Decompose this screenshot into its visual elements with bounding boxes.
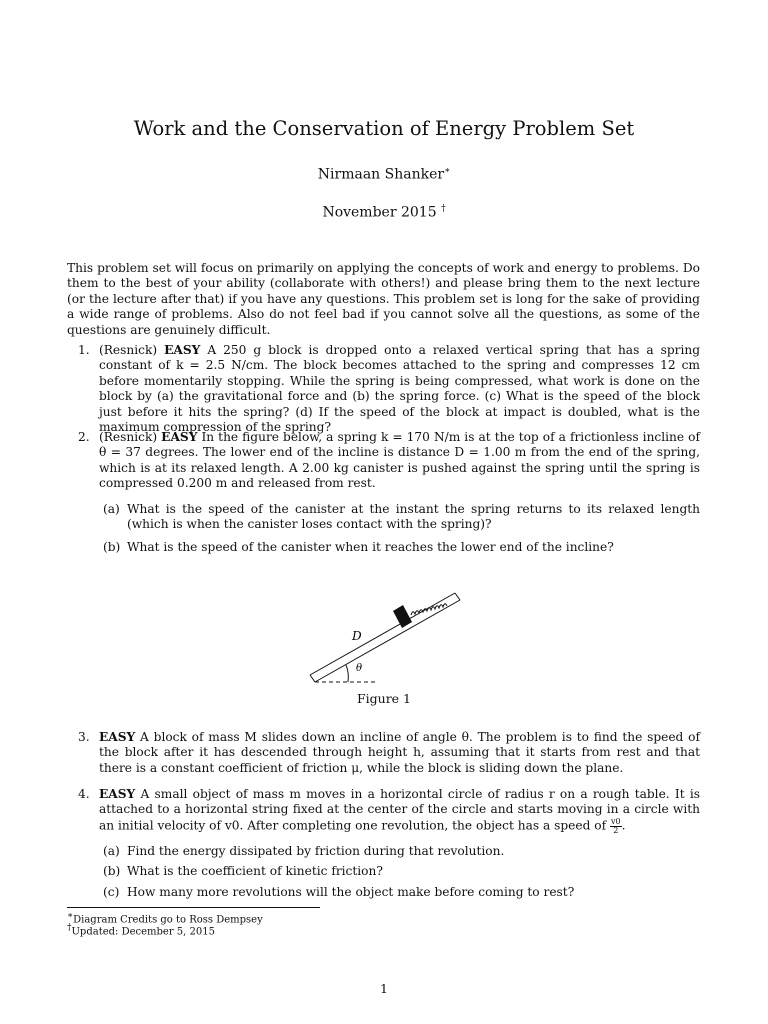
difficulty-badge: EASY bbox=[164, 343, 201, 357]
problem-number: 2. bbox=[78, 430, 90, 444]
author-line bbox=[0, 166, 768, 183]
part-label: (a) bbox=[103, 844, 120, 858]
angle-label: θ bbox=[356, 663, 363, 674]
part-label: (b) bbox=[103, 864, 121, 878]
paper-title: Work and the Conservation of Energy Problem Set bbox=[133, 117, 635, 140]
author-footnote-mark: ∗ bbox=[444, 166, 451, 176]
footnote-mark: ∗ bbox=[67, 911, 74, 921]
problem-number: 1. bbox=[78, 343, 90, 357]
figure-caption: Figure 1 bbox=[356, 691, 412, 706]
footnote-rule bbox=[67, 907, 320, 908]
incline-spring-figure bbox=[300, 565, 470, 690]
problem-4-part-b bbox=[103, 864, 700, 879]
problem-4-part-a bbox=[103, 844, 700, 859]
problem-text: A small object of mass m moves in a horizontal circle of radius r on a rough table. It is attached to a horizontal string fixed at the center of the circle and starts moving in a circle with an initial velocity of v0. After completing one revolution, the object has a speed of bbox=[99, 787, 700, 833]
problem-source: (Resnick) bbox=[99, 343, 158, 357]
problem-text: In the figure below, a spring k = 170 N/m is at the top of a frictionless incline of θ = 37 degrees. The lower end of the incline is distance D = 1.00 m from the end of the spring, which is at its relaxed length. A 2.00 kg canister is pushed against the spring until the spring is compressed 0.200 m and released from rest. bbox=[99, 430, 700, 491]
part-label: (a) bbox=[103, 502, 120, 516]
footnote-mark: † bbox=[67, 923, 72, 933]
fraction-numerator: v0 bbox=[611, 816, 621, 826]
part-label: (c) bbox=[103, 885, 120, 899]
date: November 2015 bbox=[322, 204, 437, 221]
problem-4-part-c bbox=[103, 885, 700, 900]
problem-number: 3. bbox=[78, 730, 90, 744]
problem-3 bbox=[78, 730, 700, 776]
author-name: Nirmaan Shanker bbox=[317, 166, 445, 183]
difficulty-badge: EASY bbox=[161, 430, 198, 444]
incline-upper-end bbox=[455, 593, 460, 600]
footnote-text: Diagram Credits go to Ross Dempsey bbox=[73, 914, 263, 926]
footnote-2 bbox=[67, 922, 215, 938]
abstract: This problem set will focus on primarily on applying the concepts of work and energy to problems. Do them to the best of your ability (collaborate with others!) and please bring them to the next lecture (or the lecture after that) if you have any questions. This problem set is long for the sake of providing a wide range of problems. Also do not feel bad if you cannot solve all the questions, as some of the questions are genuinely difficult. bbox=[67, 261, 700, 337]
problem-text: A 250 g block is dropped onto a relaxed vertical spring that has a spring constant of k = 2.5 N/cm. The block becomes attached to the spring and compresses 12 cm before momentarily stopping. While the spring is being compressed, what work is done on the block by (a) the gravitational force and (b) the spring force. (c) What is the speed of the block just before it hits the spring? (d) If the speed of the block at impact is doubled, what is the maximum compression of the spring? bbox=[99, 343, 701, 435]
problem-1 bbox=[78, 343, 700, 435]
fraction-denominator: 2 bbox=[613, 825, 619, 835]
incline-lower-end bbox=[310, 675, 315, 682]
problem-2-part-a bbox=[103, 502, 700, 533]
part-text: How many more revolutions will the object make before coming to rest? bbox=[127, 885, 575, 899]
part-text: What is the speed of the canister when it reaches the lower end of the incline? bbox=[127, 540, 614, 554]
part-text: Find the energy dissipated by friction during that revolution. bbox=[127, 844, 505, 858]
angle-arc bbox=[346, 665, 348, 682]
problem-source: (Resnick) bbox=[99, 430, 158, 444]
problem-4: 4. EASY A small object of mass m moves in a horizontal circle of radius r on a rough table. It is attached to a horizontal string fixed at the center of the circle and starts moving in a circle with an initial velocity of v0. After completing one revolution, the object has a speed of $\frac{v0}{2}$ . bbox=[78, 787, 700, 835]
spring-coil bbox=[411, 604, 447, 615]
page-number: 1 bbox=[380, 981, 388, 996]
final-speed-fraction bbox=[610, 818, 622, 835]
problem-number: 4. bbox=[78, 787, 90, 801]
date-footnote-mark: † bbox=[441, 204, 446, 214]
problem-2-part-b bbox=[103, 540, 700, 555]
date-line bbox=[0, 204, 768, 221]
incline-bottom-edge bbox=[315, 600, 460, 682]
part-text: What is the speed of the canister at the instant the spring returns to its relaxed length (which is when the canister loses contact with the spring)? bbox=[127, 502, 700, 532]
footnote-text: Updated: December 5, 2015 bbox=[71, 926, 215, 938]
problem-2 bbox=[78, 430, 700, 492]
part-text: What is the coefficient of kinetic friction? bbox=[127, 864, 383, 878]
problem-text: A block of mass M slides down an incline of angle θ. The problem is to find the speed of the block after it has descended through height h, assuming that it starts from rest and that there is a constant coefficient of friction μ, while the block is sliding down the plane. bbox=[99, 730, 700, 775]
canister-block bbox=[393, 605, 412, 628]
difficulty-badge: EASY bbox=[99, 730, 136, 744]
distance-label: D bbox=[352, 629, 362, 643]
difficulty-badge: EASY bbox=[99, 787, 136, 801]
incline-top-edge bbox=[310, 593, 455, 675]
part-label: (b) bbox=[103, 540, 121, 554]
